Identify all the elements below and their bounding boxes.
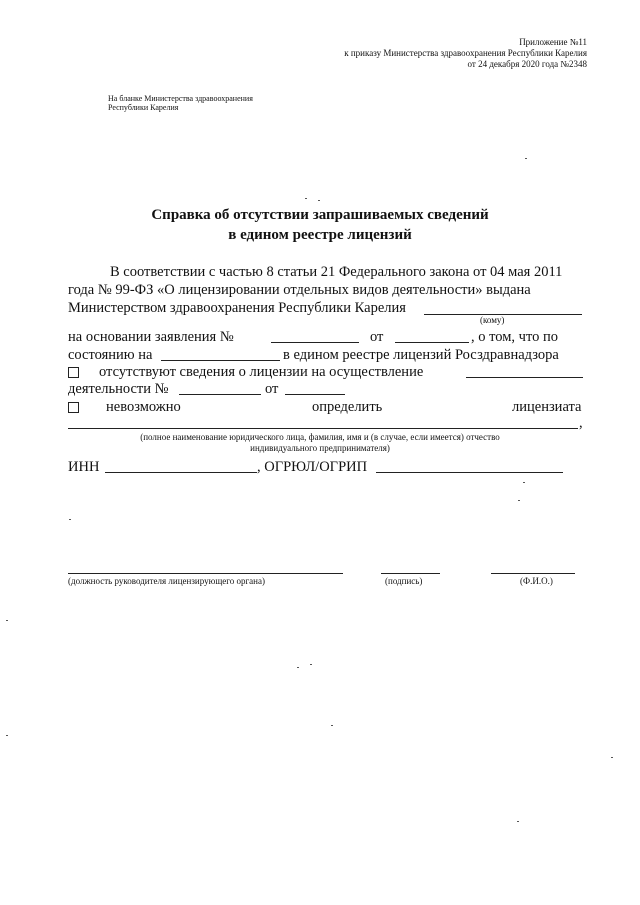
position-line — [68, 573, 343, 574]
activity-label: деятельности № — [68, 381, 169, 397]
license-date-line — [285, 394, 345, 395]
option-undetermined-row — [68, 398, 79, 416]
state-date-line — [161, 360, 280, 361]
basis-ot-label: от — [370, 329, 384, 345]
activity-ot-label: от — [265, 381, 279, 397]
ogrn-label: , ОГРЮЛ/ОГРИП — [257, 459, 368, 475]
basis-label: на основании заявления № — [68, 329, 234, 345]
fio-line — [491, 573, 575, 574]
document-title-line-1: Справка об отсутствии запрашиваемых сведений — [151, 207, 489, 223]
option-absent-row — [68, 363, 79, 381]
basis-tail: , о том, что по — [471, 329, 558, 345]
licensee-name-line — [68, 428, 578, 429]
option-absent-label: отсутствуют сведения о лицензии на осуществление — [99, 364, 424, 380]
appendix-number: Приложение №11 — [519, 37, 587, 47]
option-undetermined-word-3: лицензиата — [512, 399, 582, 415]
body-para-line-3: Министерством здравоохранения Республики Карелия — [68, 300, 406, 316]
position-caption: (должность руководителя лицензирующего органа) — [68, 576, 265, 586]
licensee-name-comma: , — [579, 415, 583, 431]
inn-label: ИНН — [68, 459, 100, 475]
body-para-line-1: В соответствии с частью 8 статьи 21 Федерального закона от 04 мая 2011 — [110, 264, 563, 280]
signature-line — [381, 573, 440, 574]
state-registry-text: в едином реестре лицензий Росздравнадзора — [283, 347, 559, 363]
appendix-order-date: от 24 декабря 2020 года №2348 — [467, 59, 587, 69]
option-undetermined-checkbox[interactable] — [68, 402, 79, 413]
option-undetermined-word-2: определить — [312, 399, 383, 415]
appendix-order-ref: к приказу Министерства здравоохранения Республики Карелия — [344, 48, 587, 58]
activity-type-line — [466, 377, 583, 378]
application-number-line — [271, 342, 359, 343]
letterhead-line-1: На бланке Министерства здравоохранения — [108, 94, 253, 103]
ogrn-field-line — [376, 472, 563, 473]
recipient-caption: (кому) — [480, 315, 505, 325]
state-label: состоянию на — [68, 347, 153, 363]
application-date-line — [395, 342, 469, 343]
body-para-line-2: года № 99-ФЗ «О лицензировании отдельных видов деятельности» выдана — [68, 282, 531, 298]
licensee-caption-line-2: индивидуального предпринимателя) — [250, 443, 390, 453]
option-undetermined-word-1: невозможно — [106, 399, 181, 415]
inn-field-line — [105, 472, 257, 473]
fio-caption: (Ф.И.О.) — [520, 576, 553, 586]
licensee-caption-line-1: (полное наименование юридического лица, фамилия, имя и (в случае, если имеется) отчество — [140, 432, 500, 442]
document-title-line-2: в едином реестре лицензий — [228, 227, 412, 243]
letterhead-line-2: Республики Карелия — [108, 103, 179, 112]
signature-caption: (подпись) — [385, 576, 423, 586]
license-number-line — [179, 394, 261, 395]
option-absent-checkbox[interactable] — [68, 367, 79, 378]
